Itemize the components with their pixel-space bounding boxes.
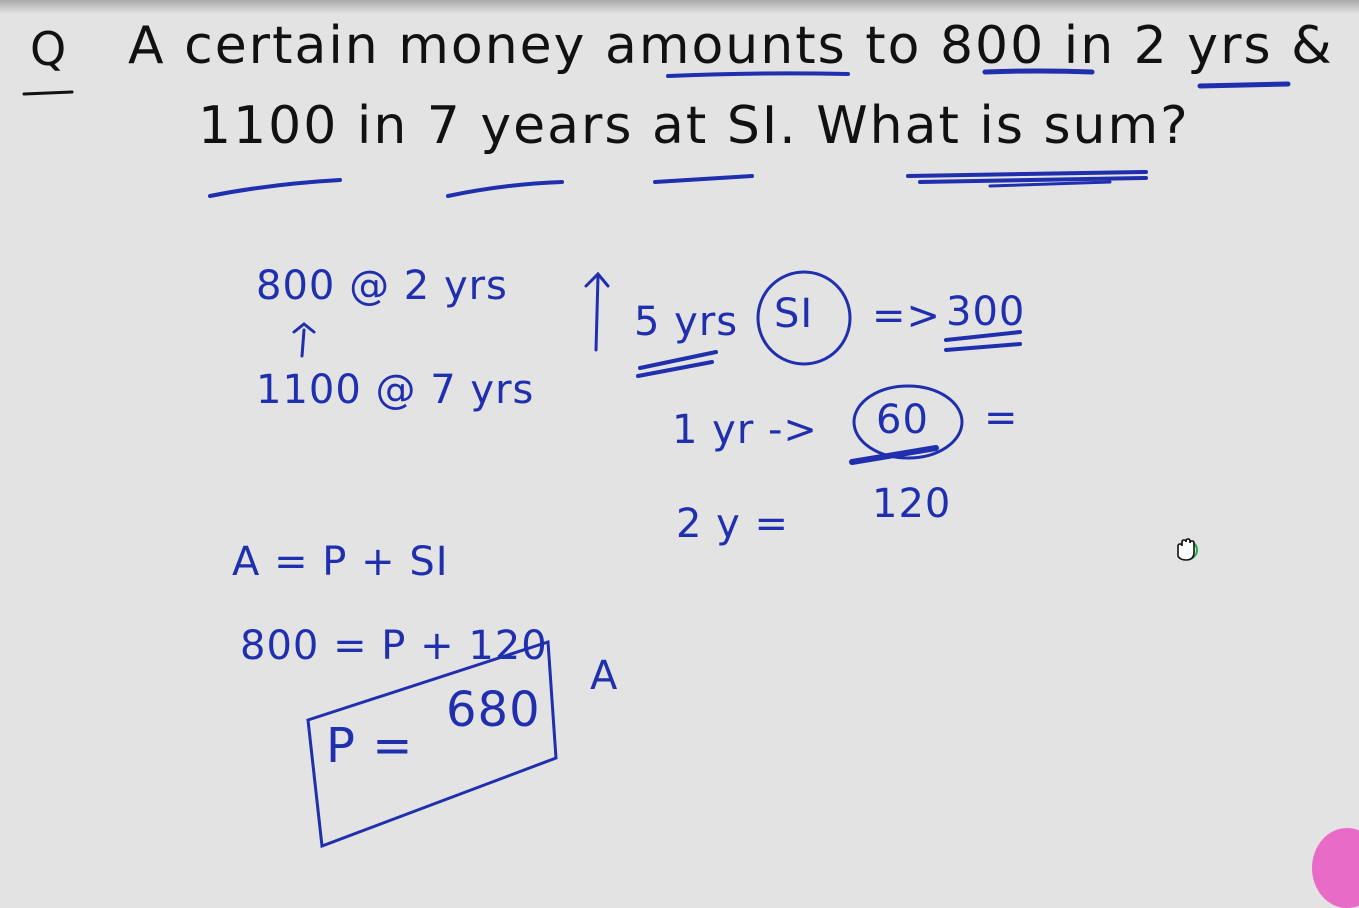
bracket-arrow <box>586 274 608 350</box>
answer-value: 680 <box>446 682 541 738</box>
underline-1100 <box>210 180 340 196</box>
si-value: 300 <box>946 289 1026 335</box>
formula-line: A = P + SI <box>232 539 449 585</box>
per-year-value: 60 <box>876 397 929 443</box>
interval-years: 5 yrs <box>634 299 739 345</box>
given-amount-1: 800 @ 2 yrs <box>256 263 508 309</box>
underline-sum-1 <box>908 172 1146 176</box>
underline-si <box>655 176 752 182</box>
answer-tail-mark: A <box>590 653 619 699</box>
substitution-line: 800 = P + 120 <box>240 623 548 669</box>
underline-amounts <box>668 73 848 76</box>
underline-5yrs <box>638 352 716 376</box>
answer-label: P = <box>326 718 414 774</box>
two-year-label: 2 y = <box>676 501 790 547</box>
underline-sum-2 <box>920 178 1146 182</box>
underline-300-2 <box>946 344 1020 350</box>
up-arrow-left <box>294 324 314 356</box>
si-arrow: => <box>872 293 942 339</box>
given-amount-2: 1100 @ 7 yrs <box>256 367 535 413</box>
hand-cursor-icon[interactable] <box>1172 536 1200 564</box>
si-circle <box>758 272 850 364</box>
per-year-label: 1 yr -> <box>672 407 818 453</box>
answer-box <box>308 642 556 846</box>
two-year-value: 120 <box>872 481 952 527</box>
question-marker: Q <box>30 22 68 76</box>
per-year-equals: = <box>984 395 1019 441</box>
underline-800 <box>985 71 1092 72</box>
question-line-1: A certain money amounts to 800 in 2 yrs & <box>128 16 1334 76</box>
per-year-scribble <box>852 448 936 462</box>
question-marker-underline <box>24 92 72 94</box>
per-year-circle <box>854 386 962 458</box>
question-line-2: 1100 in 7 years at SI. What is sum? <box>198 96 1190 156</box>
underline-300-1 <box>946 332 1020 340</box>
underline-years <box>448 182 562 196</box>
underline-yrs <box>1200 84 1288 86</box>
si-label: SI <box>774 291 814 337</box>
underline-sum-3 <box>990 182 1110 186</box>
